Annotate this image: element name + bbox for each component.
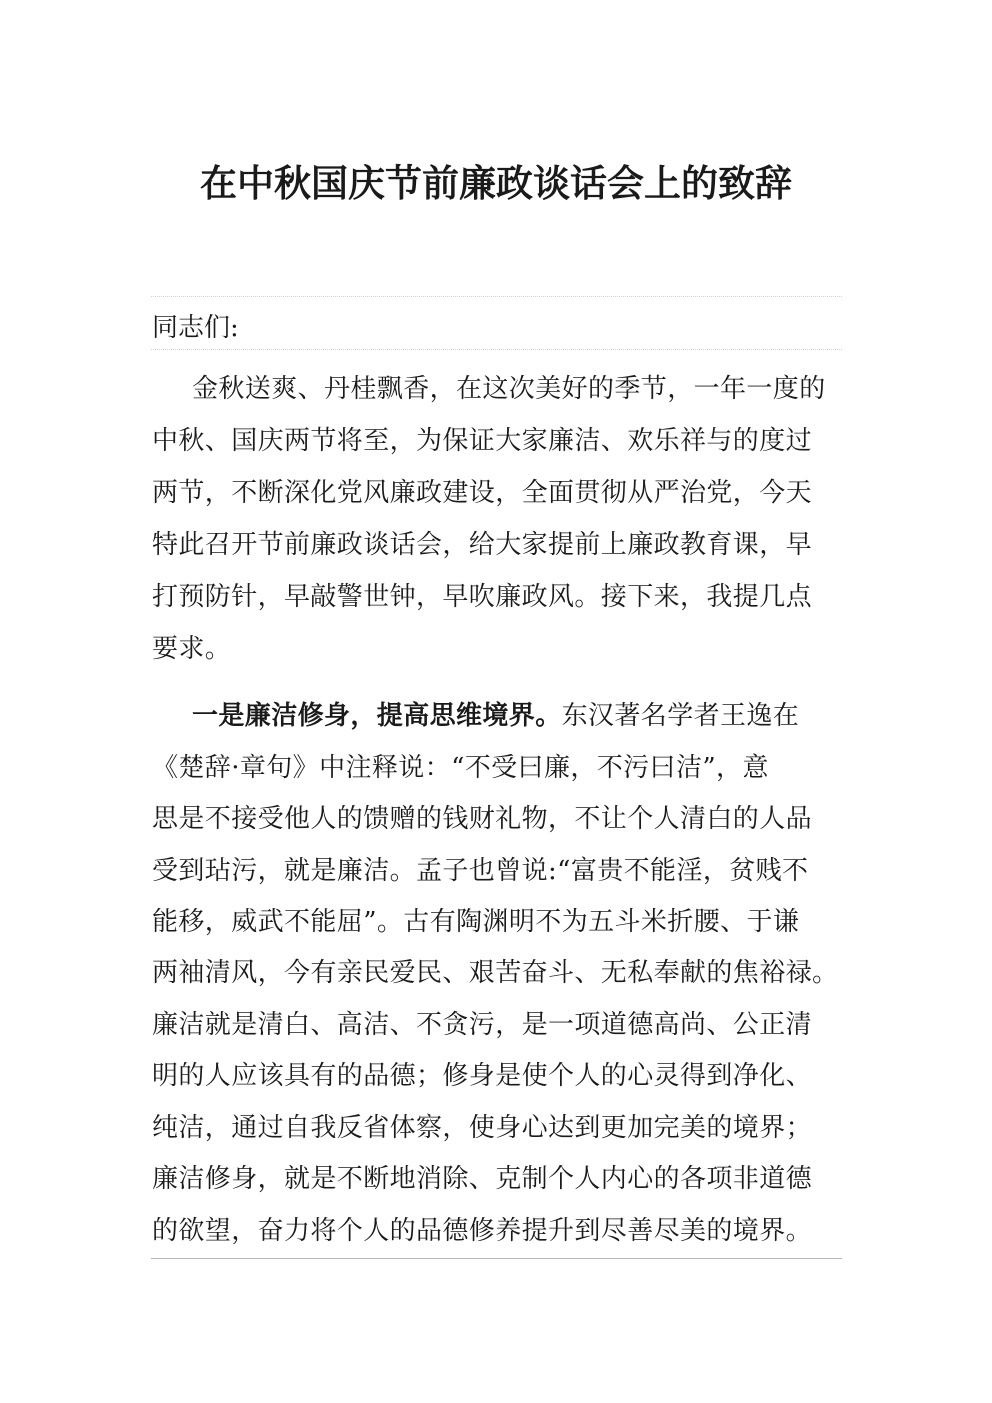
- salutation: 同志们:: [152, 313, 239, 343]
- paragraph-line: [192, 698, 799, 734]
- paragraph-line: 《楚辞·章句》中注释说：“不受曰廉，不污曰洁”，意: [152, 753, 769, 783]
- divider-bottom: [151, 1258, 842, 1259]
- paragraph-line: 打预防针，早敲警世钟，早吹廉政风。接下来，我提几点: [152, 582, 813, 612]
- paragraph-line: 两节，不断深化党风廉政建设，全面贯彻从严治党，今天: [152, 478, 813, 508]
- paragraph-line: 纯洁，通过自我反省体察，使身心达到更加完美的境界；: [152, 1113, 813, 1143]
- paragraph-text: 东汉著名学者王逸在: [561, 701, 800, 731]
- paragraph-line: 要求。: [152, 634, 232, 664]
- paragraph-line: 明的人应该具有的品德；修身是使个人的心灵得到净化、: [152, 1061, 813, 1091]
- paragraph-line: 的欲望，奋力将个人的品德修养提升到尽善尽美的境界。: [152, 1216, 813, 1246]
- document-title: 在中秋国庆节前廉政谈话会上的致辞: [200, 161, 792, 205]
- paragraph-line: 廉洁修身，就是不断地消除、克制个人内心的各项非道德: [152, 1164, 813, 1194]
- paragraph-line: 廉洁就是清白、高洁、不贪污，是一项道德高尚、公正清: [152, 1010, 813, 1040]
- paragraph-line: 金秋送爽、丹桂飘香，在这次美好的季节，一年一度的: [192, 374, 826, 404]
- paragraph-line: 能移，威武不能屈”。古有陶渊明不为五斗米折腰、于谦: [152, 907, 800, 937]
- paragraph-line: 两袖清风，今有亲民爱民、艰苦奋斗、无私奉献的焦裕禄。: [152, 958, 839, 988]
- divider-after-salutation: [151, 349, 842, 350]
- paragraph-line: 思是不接受他人的馈赠的钱财礼物，不让个人清白的人品: [152, 804, 813, 834]
- divider-top: [151, 296, 842, 297]
- paragraph-line: 特此召开节前廉政谈话会，给大家提前上廉政教育课，早: [152, 530, 813, 560]
- paragraph-heading: 一是廉洁修身，提高思维境界。: [192, 701, 562, 731]
- paragraph-line: 中秋、国庆两节将至，为保证大家廉洁、欢乐祥与的度过: [152, 426, 813, 456]
- paragraph-line: 受到玷污，就是廉洁。孟子也曾说:“富贵不能淫，贫贱不: [152, 856, 809, 886]
